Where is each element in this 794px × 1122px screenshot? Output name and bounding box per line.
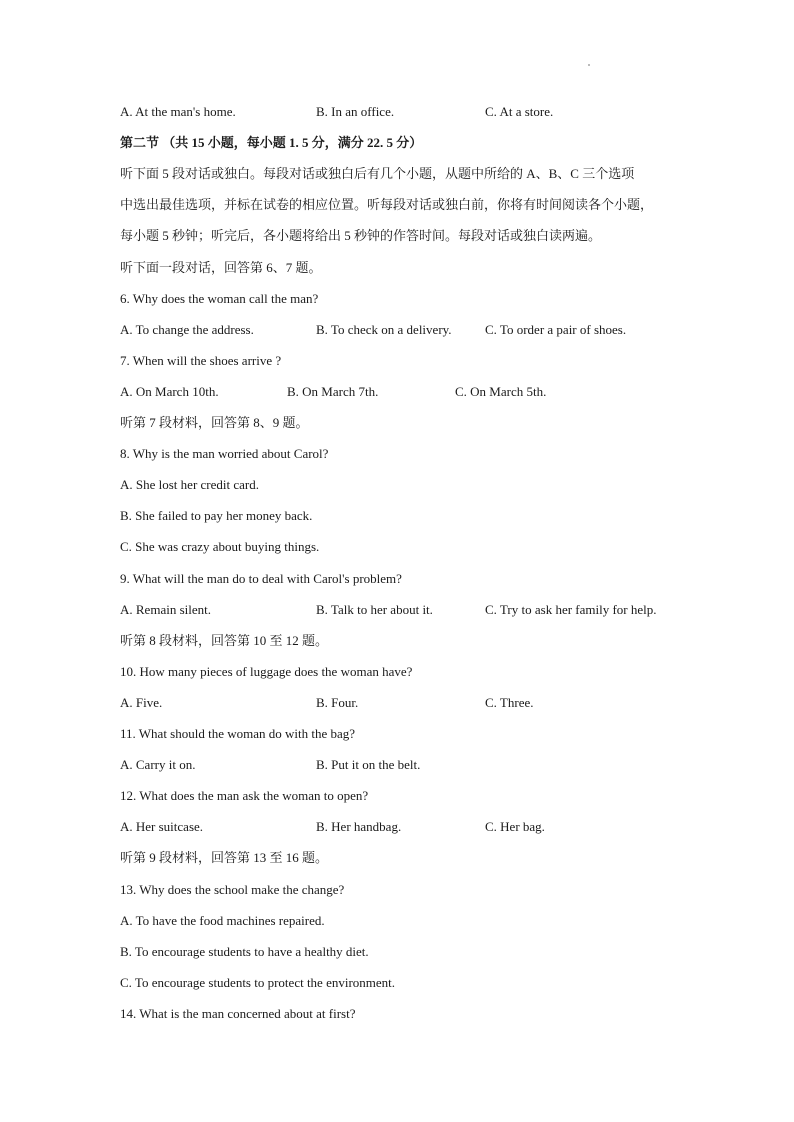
text-line: 11. What should the woman do with the bag? bbox=[120, 726, 356, 741]
text-line: 12. What does the man ask the woman to open? bbox=[120, 788, 369, 803]
text-line: 听第 8 段材料，回答第 10 至 12 题。 bbox=[120, 633, 329, 648]
text-line: 6. Why does the woman call the man? bbox=[120, 291, 319, 306]
text-line: 13. Why does the school make the change? bbox=[120, 882, 345, 897]
text-line: 每小题 5 秒钟；听完后，各小题将给出 5 秒钟的作答时间。每段对话或独白读两遍。 bbox=[120, 228, 602, 243]
answer-option: B. Four. bbox=[316, 695, 359, 710]
text-line: 听第 7 段材料，回答第 8、9 题。 bbox=[120, 415, 309, 430]
answer-option: A. Remain silent. bbox=[120, 602, 211, 617]
text-line: 10. How many pieces of luggage does the woman have? bbox=[120, 664, 413, 679]
text-line: 8. Why is the man worried about Carol? bbox=[120, 446, 329, 461]
text-line: 9. What will the man do to deal with Carol's problem? bbox=[120, 571, 402, 586]
answer-option: B. In an office. bbox=[316, 104, 395, 119]
answer-option: B. Put it on the belt. bbox=[316, 757, 421, 772]
text-line: A. She lost her credit card. bbox=[120, 477, 259, 492]
answer-option: B. Talk to her about it. bbox=[316, 602, 433, 617]
answer-option: A. At the man's home. bbox=[120, 104, 236, 119]
answer-option: A. To change the address. bbox=[120, 322, 254, 337]
answer-option: A. Five. bbox=[120, 695, 163, 710]
answer-option: C. On March 5th. bbox=[455, 384, 547, 399]
answer-option: C. At a store. bbox=[485, 104, 554, 119]
answer-option: C. To order a pair of shoes. bbox=[485, 322, 627, 337]
scan-dot bbox=[588, 64, 590, 66]
text-line: A. To have the food machines repaired. bbox=[120, 913, 325, 928]
text-line: C. She was crazy about buying things. bbox=[120, 539, 320, 554]
answer-option: A. Her suitcase. bbox=[120, 819, 204, 834]
text-line: 听下面 5 段对话或独白。每段对话或独白后有几个小题，从题中所给的 A、B、C 三个选项 bbox=[120, 166, 635, 181]
section-heading: 第二节 （共 15 小题，每小题 1. 5 分，满分 22. 5 分） bbox=[120, 135, 423, 150]
text-line: 中选出最佳选项，并标在试卷的相应位置。听每段对话或独白前，你将有时间阅读各个小题， bbox=[120, 197, 654, 212]
text-line: 7. When will the shoes arrive ? bbox=[120, 353, 282, 368]
answer-option: C. Try to ask her family for help. bbox=[485, 602, 657, 617]
text-line: 听第 9 段材料，回答第 13 至 16 题。 bbox=[120, 850, 329, 865]
answer-option: B. On March 7th. bbox=[287, 384, 379, 399]
answer-option: C. Three. bbox=[485, 695, 534, 710]
text-line: 14. What is the man concerned about at first? bbox=[120, 1006, 356, 1021]
answer-option: A. On March 10th. bbox=[120, 384, 219, 399]
answer-option: B. To check on a delivery. bbox=[316, 322, 452, 337]
answer-option: B. Her handbag. bbox=[316, 819, 402, 834]
answer-option: C. Her bag. bbox=[485, 819, 545, 834]
text-line: C. To encourage students to protect the environment. bbox=[120, 975, 396, 990]
text-line: 听下面一段对话，回答第 6、7 题。 bbox=[120, 260, 322, 275]
text-line: B. She failed to pay her money back. bbox=[120, 508, 313, 523]
text-line: B. To encourage students to have a healthy diet. bbox=[120, 944, 369, 959]
answer-option: A. Carry it on. bbox=[120, 757, 196, 772]
